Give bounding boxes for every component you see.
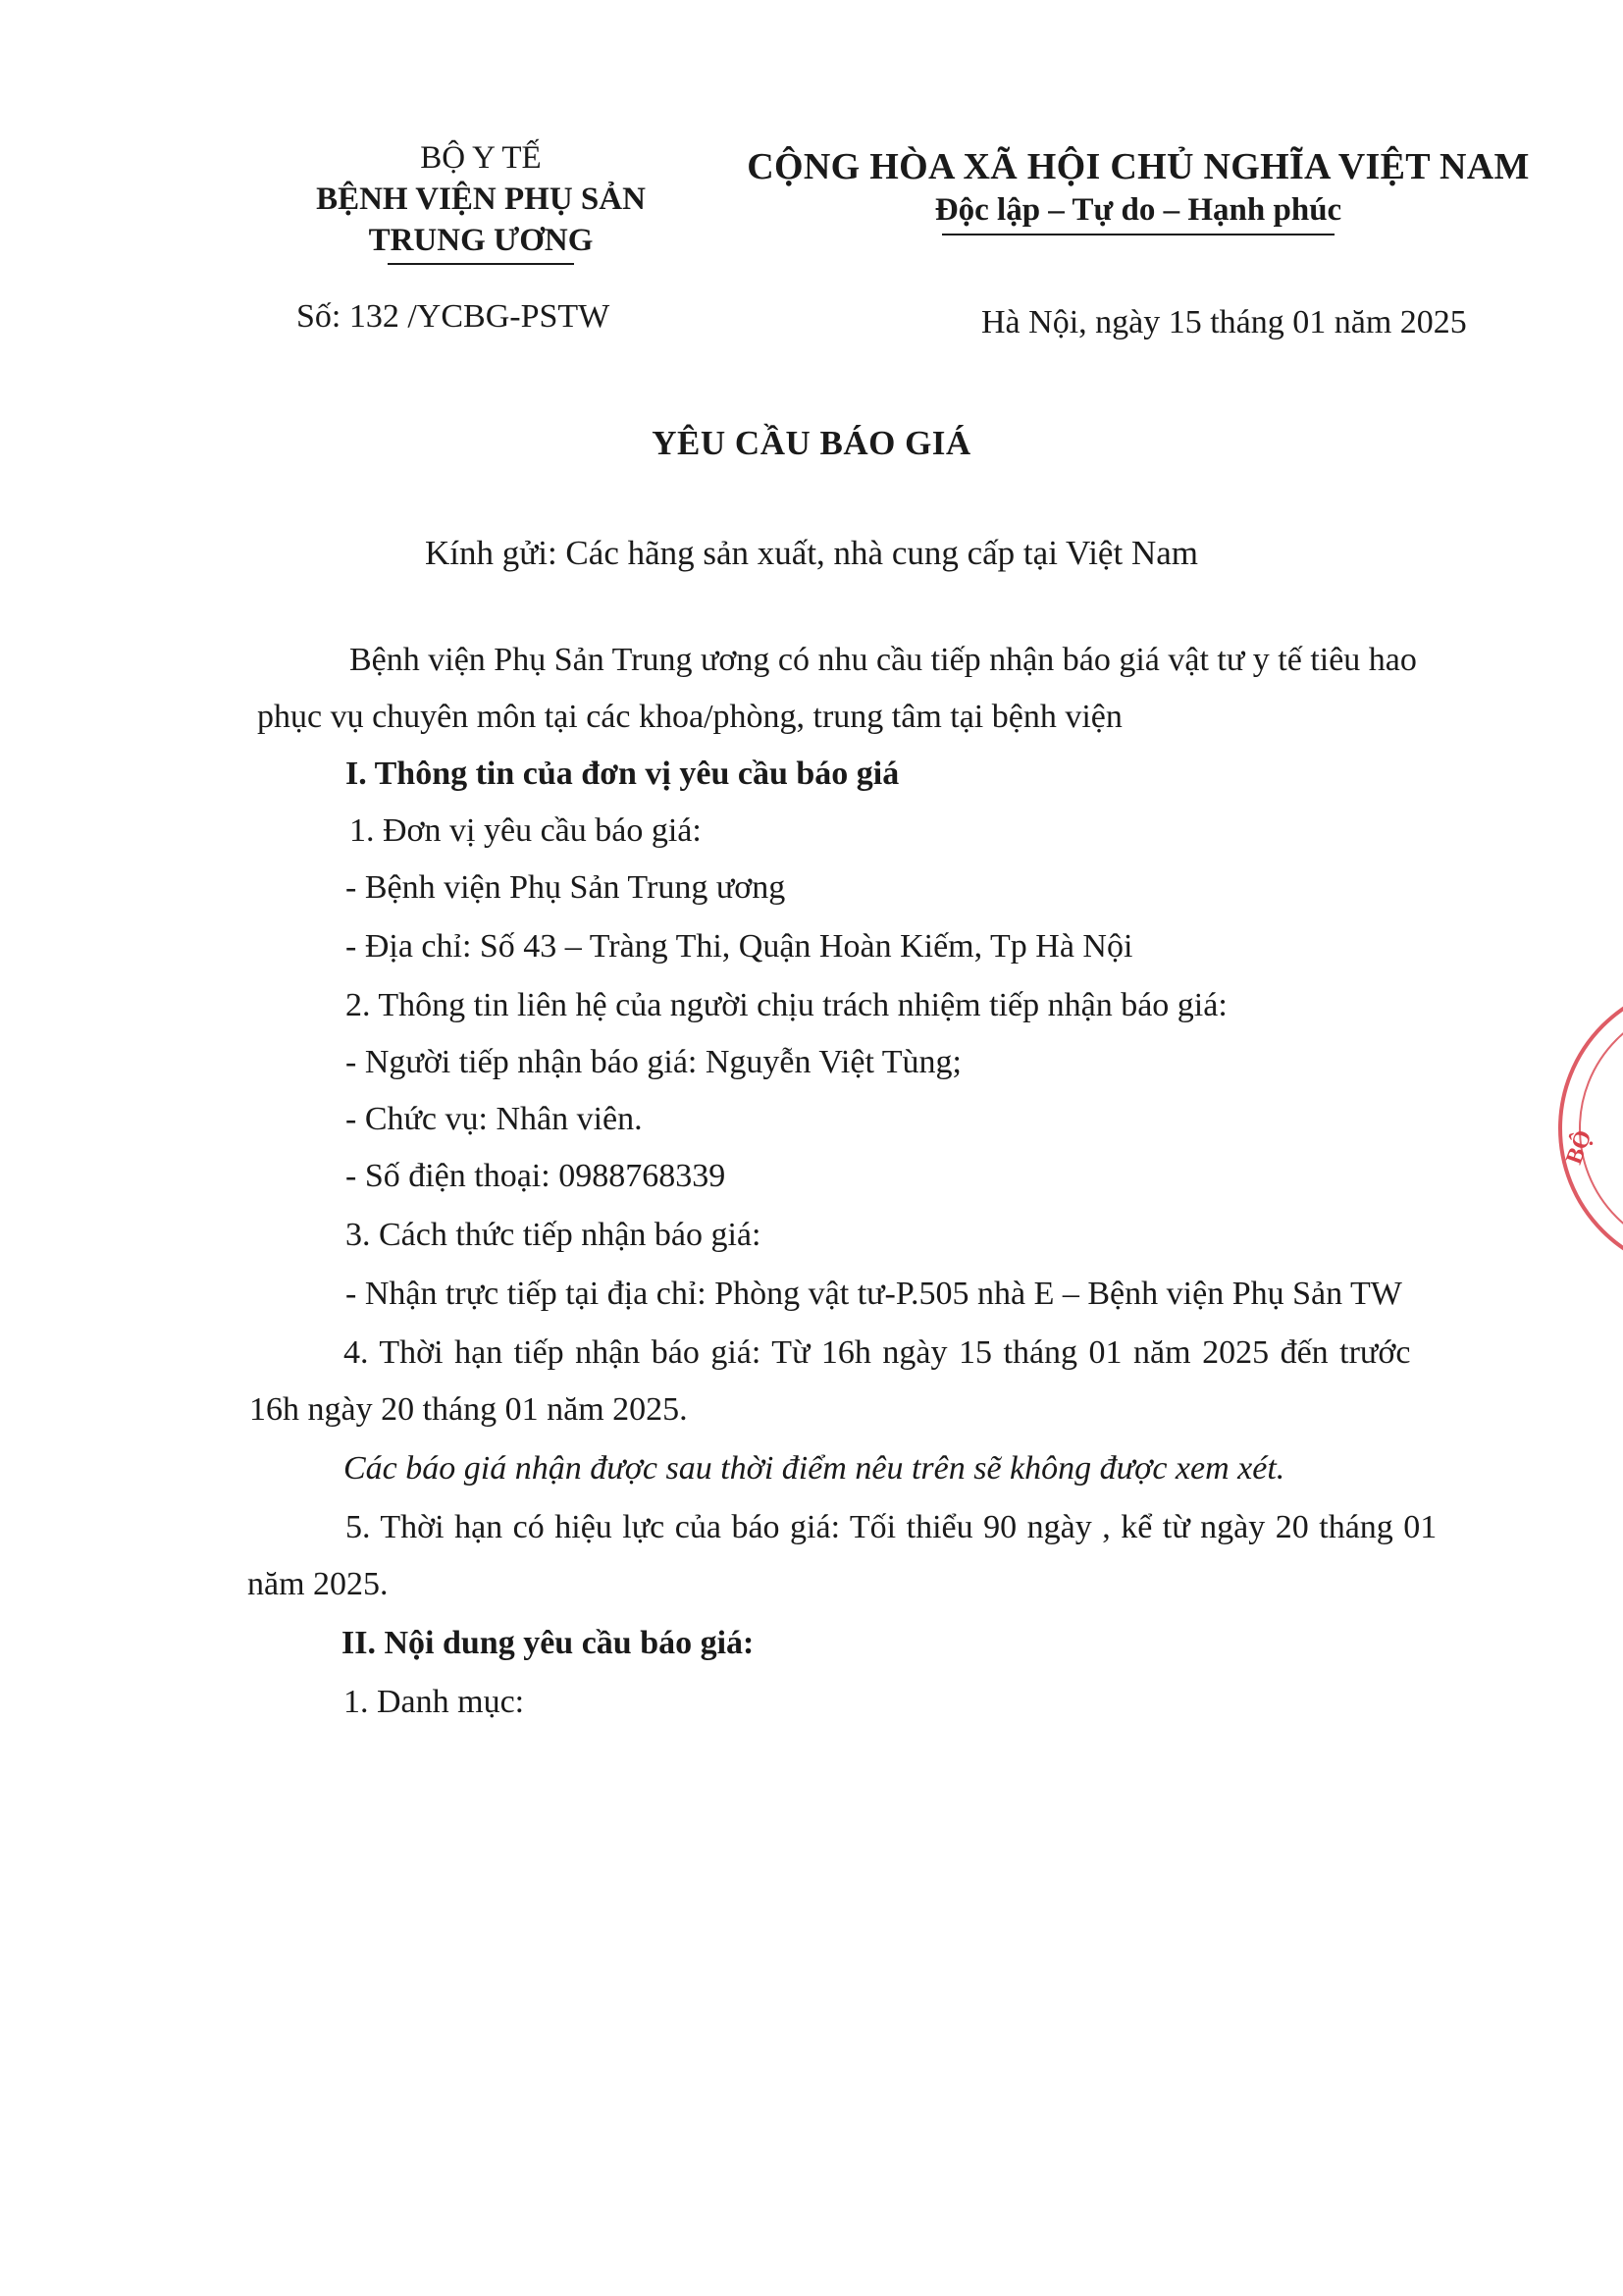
place-and-date: Hà Nội, ngày 15 tháng 01 năm 2025 xyxy=(981,304,1467,340)
ministry-name: BỘ Y TẾ xyxy=(420,140,542,176)
late-submission-note: Các báo giá nhận được sau thời điểm nêu trên sẽ không được xem xét. xyxy=(343,1450,1285,1487)
deadline-line-2: 16h ngày 20 tháng 01 năm 2025. xyxy=(249,1391,688,1428)
document-number: Số: 132 /YCBG-PSTW xyxy=(296,298,610,335)
intro-line-1: Bệnh viện Phụ Sản Trung ương có nhu cầu tiếp nhận báo giá vật tư y tế tiêu hao xyxy=(349,642,1417,678)
organization-name-line1: BỆNH VIỆN PHỤ SẢN xyxy=(316,182,646,217)
unit-address: - Địa chỉ: Số 43 – Tràng Thi, Quận Hoàn Kiếm, Tp Hà Nội xyxy=(345,928,1133,965)
deadline-line-1: 4. Thời hạn tiếp nhận báo giá: Từ 16h ngày 15 tháng 01 năm 2025 đến trước xyxy=(343,1334,1411,1371)
section-1-item-2: 2. Thông tin liên hệ của người chịu trách nhiệm tiếp nhận báo giá: xyxy=(345,987,1228,1023)
national-motto: Độc lập – Tự do – Hạnh phúc xyxy=(934,192,1342,228)
contact-position: - Chức vụ: Nhân viên. xyxy=(345,1101,643,1137)
stamp-text: BỘ xyxy=(1561,1126,1597,1169)
section-1-item-1: 1. Đơn vị yêu cầu báo giá: xyxy=(349,812,702,849)
validity-line-2: năm 2025. xyxy=(247,1566,389,1602)
document-title: YÊU CẦU BÁO GIÁ xyxy=(652,424,971,462)
national-heading xyxy=(726,145,1550,235)
section-2-item-1: 1. Danh mục: xyxy=(343,1684,525,1720)
issuer-underline xyxy=(388,263,574,265)
receive-method: - Nhận trực tiếp tại địa chỉ: Phòng vật tư-P.505 nhà E – Bệnh viện Phụ Sản TW xyxy=(345,1276,1402,1312)
intro-line-2: phục vụ chuyên môn tại các khoa/phòng, trung tâm tại bệnh viện xyxy=(257,699,1123,735)
recipient-line: Kính gửi: Các hãng sản xuất, nhà cung cấp tại Việt Nam xyxy=(425,534,1198,572)
issuer-block xyxy=(285,137,677,265)
contact-person: - Người tiếp nhận báo giá: Nguyễn Việt Tùng; xyxy=(345,1044,963,1080)
nation-name: CỘNG HÒA XÃ HỘI CHỦ NGHĨA VIỆT NAM xyxy=(747,146,1530,187)
validity-line-1: 5. Thời hạn có hiệu lực của báo giá: Tối thiểu 90 ngày , kể từ ngày 20 tháng 01 xyxy=(345,1509,1438,1545)
motto-underline xyxy=(942,234,1335,235)
section-1-item-3: 3. Cách thức tiếp nhận báo giá: xyxy=(345,1217,761,1253)
red-seal-stamp xyxy=(1539,1001,1623,1256)
unit-name: - Bệnh viện Phụ Sản Trung ương xyxy=(345,869,786,906)
section-2-heading: II. Nội dung yêu cầu báo giá: xyxy=(341,1625,755,1661)
contact-phone: - Số điện thoại: 0988768339 xyxy=(345,1158,726,1194)
section-1-heading: I. Thông tin của đơn vị yêu cầu báo giá xyxy=(345,756,900,792)
organization-name-line2: TRUNG ƯƠNG xyxy=(368,223,594,258)
